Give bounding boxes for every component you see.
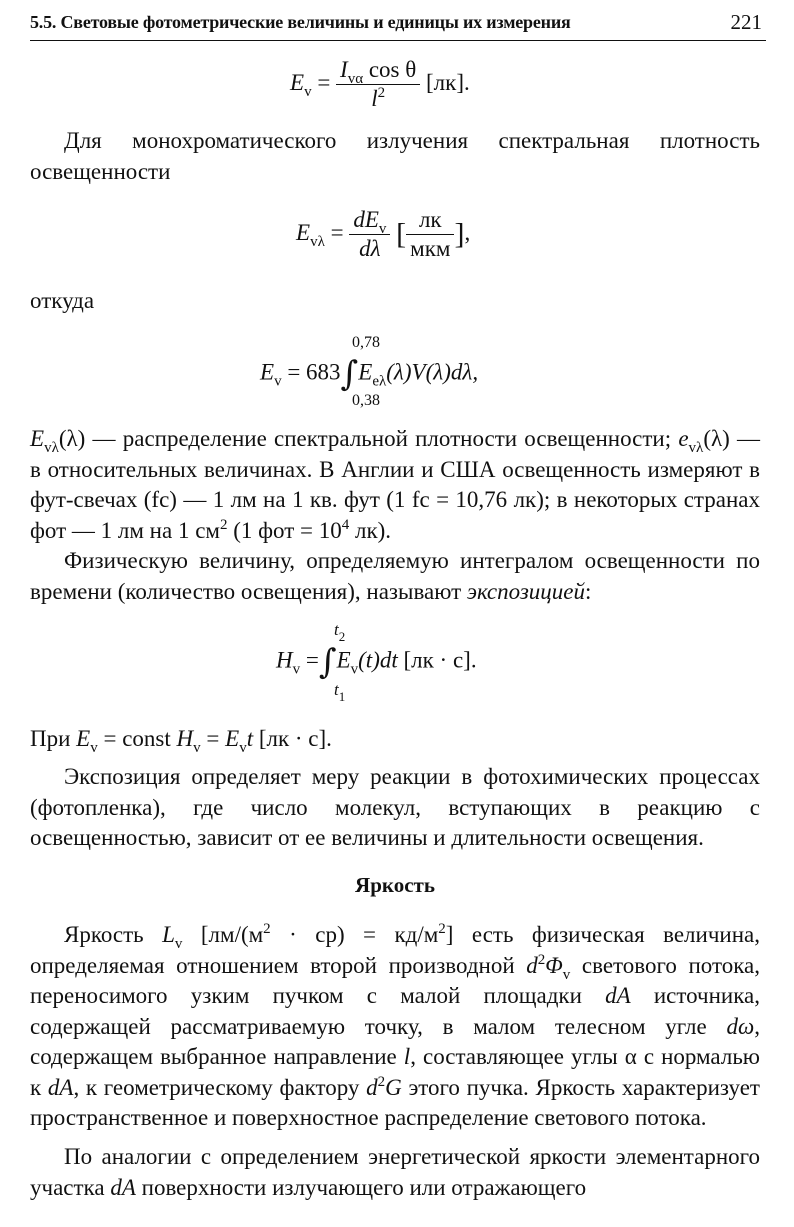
- page-header: [30, 8, 766, 41]
- paragraph-exposure-reaction: Экспозиция определяет меру реакции в фотохимических процессах (фотопленка), где число молекул, вступающих в реакцию с освещенностью, зависит от ее величины и длительности освещения.: [30, 764, 760, 850]
- paragraph-whence: откуда: [30, 288, 95, 313]
- paragraph-const-case: При $E_v$ = const $H_v = E_vt$ [лк · с].: [30, 726, 332, 756]
- paragraph-monochromatic: Для монохроматического излучения спектральная плотность освещенности: [30, 128, 760, 184]
- section-heading-luminance: Яркость: [355, 873, 435, 897]
- equation-illuminance-cos: $E_v$ = $\frac{I_{v\alpha} \cos \theta}{l^2}$ [лк].: [290, 57, 470, 111]
- fraction: $\frac{I_{v\alpha} \cos \theta}{l^2}$: [336, 56, 420, 113]
- paragraph-spectral-distribution: $E_{v\lambda}(\lambda)$ — распределение спектральной плотности освещенности; $e_{v\lambda}(\lambda)$ — в относительных величинах. В Англии и США освещенность измеряют в фут-свечах (fc) — 1 лм на 1 кв. фут (1 fc = 10,76 лк); в некоторых странах фот — 1 лм на 1 $см^2$ (1 фот = $10^4$ лк).: [30, 426, 761, 543]
- page-number: 221: [730, 10, 762, 34]
- paragraph-energy-luminance-analogy: По аналогии с определением энергетической яркости элементарного участка dA поверхности излучающего или отражающего: [30, 1144, 760, 1200]
- paragraph-exposure: Физическую величину, определяемую интегралом освещенности по времени (количество освещения), называют экспозицией:: [30, 548, 760, 604]
- equation-spectral-density: $E_{v\lambda}$ = $\frac{dE_v}{d\lambda}$ [ $\frac{лк}{\text{мкм}}$ ],: [296, 207, 471, 261]
- paragraph-luminance-definition: Яркость $L_v$ $[лм/(м^2 \cdot ср) = кд/м^2]$ есть физическая величина, определяемая отношением второй производной $d^2\Phi_v$ светового потока, переносимого узким пучком с малой площадки dA источника, содержащей рассматриваемую точку, в малом телесном угле dω, содержащем выбранное направление l, составляющее углы α с нормалью к dA, к геометрическому фактору $d^2G$ этого пучка. Яркость характеризует пространственное и поверхностное распределение светового потока.: [30, 921, 761, 1130]
- running-title: 5.5. Световые фотометрические величины и единицы их измерения: [30, 12, 571, 32]
